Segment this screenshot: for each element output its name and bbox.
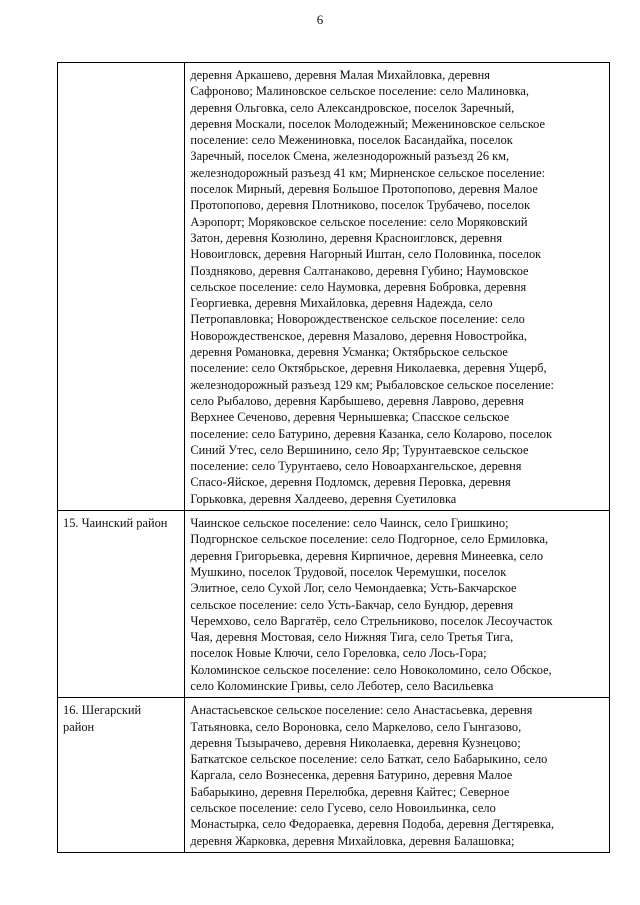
settlements-cell [185, 511, 610, 698]
table-row [58, 63, 610, 511]
district-name: 16. Шегарский район [63, 703, 142, 734]
settlements-text: Чаинское сельское поселение: село Чаинск, село Гришкино; Подгорнское сельское поселение: село Подгорное, село Ермиловка, деревня Григорьевка, деревня Кирпичное, деревня Минеевка, село Мушкино, поселок Трудовой, поселок Черемушки, поселок Элитное, село Сухой Лог, село Чемондаевка; Усть-Бакчарское сельское поселение: село Усть-Бакчар, село Бундюр, деревня Черемхово, село Варгатёр, село Стрельниково, поселок Лесоучасток Чая, деревня Мостовая, село Нижняя Тига, село Третья Тига, поселок Новые Ключи, село Гореловка, село Лось-Гора; Коломинское сельское поселение: село Новоколомино, село Обское, село Коломинские Гривы, село Леботер, село Васильевка [190, 516, 553, 693]
settlements-text: Анастасьевское сельское поселение: село Анастасьевка, деревня Татьяновка, село Вороновка, село Маркелово, село Гынгазово, деревня Тызырачево, деревня Николаевка, деревня Кузнецово; Баткатское сельское поселение: село Баткат, село Бабарыкино, село Каргала, село Вознесенка, деревня Батурино, деревня Малое Бабарыкино, деревня Перелюбка, деревня Кайтес; Северное сельское поселение: село Гусево, село Новоильинка, село Монастырка, село Федораевка, деревня Подоба, деревня Дегтяревка, деревня Жарковка, деревня Михайловка, деревня Балашовка; [190, 703, 555, 848]
settlements-table [57, 62, 610, 853]
settlements-cell [185, 698, 610, 853]
settlements-text: деревня Аркашево, деревня Малая Михайловка, деревня Сафроново; Малиновское сельское поселение: село Малиновка, деревня Ольговка, село Александровское, поселок Заречный, деревня Москали, поселок Молодежный; Межениновское сельское поселение: село Межениновка, поселок Басандайка, поселок Заречный, поселок Смена, железнодорожный разъезд 26 км, железнодорожный разъезд 41 км; Мирненское сельское поселение: поселок Мирный, деревня Большое Протопопово, деревня Малое Протопопово, деревня Плотниково, поселок Трубачево, поселок Аэропорт; Моряковское сельское поселение: село Моряковский Затон, деревня Козюлино, деревня Красноигловск, деревня Новоигловск, деревня Нагорный Иштан, село Половинка, поселок Поздняково, деревня Салтанаково, деревня Губино; Наумовское сельское поселение: село Наумовка, деревня Бобровка, деревня Георгиевка, деревня Михайловка, деревня Надежда, село Петропавловка; Новорождественское сельское поселение: село Новорождественское, деревня Мазалово, деревня Новостройка, деревня Романовка, деревня Усманка; Октябрьское сельское поселение: село Октябрьское, деревня Николаевка, деревня Ущерб, железнодорожный разъезд 129 км; Рыбаловское сельское поселение: село Рыбалово, деревня Карбышево, деревня Лаврово, деревня Верхнее Сеченово, деревня Чернышевка; Спасское сельское поселение: село Батурино, деревня Казанка, село Коларово, поселок Синий Утес, село Вершинино, село Яр; Турунтаевское сельское поселение: село Турунтаево, село Новоархангельское, деревня Спасо-Яйское, деревня Подломск, деревня Перовка, деревня Горьковка, деревня Халдеево, деревня Суетиловка [190, 68, 554, 506]
table-row [58, 698, 610, 853]
district-cell [58, 511, 185, 698]
district-cell [58, 698, 185, 853]
district-name: 15. Чаинский район [63, 516, 168, 531]
settlements-cell [185, 63, 610, 511]
page-number: 6 [316, 12, 324, 27]
table-row [58, 511, 610, 698]
district-cell [58, 63, 185, 511]
